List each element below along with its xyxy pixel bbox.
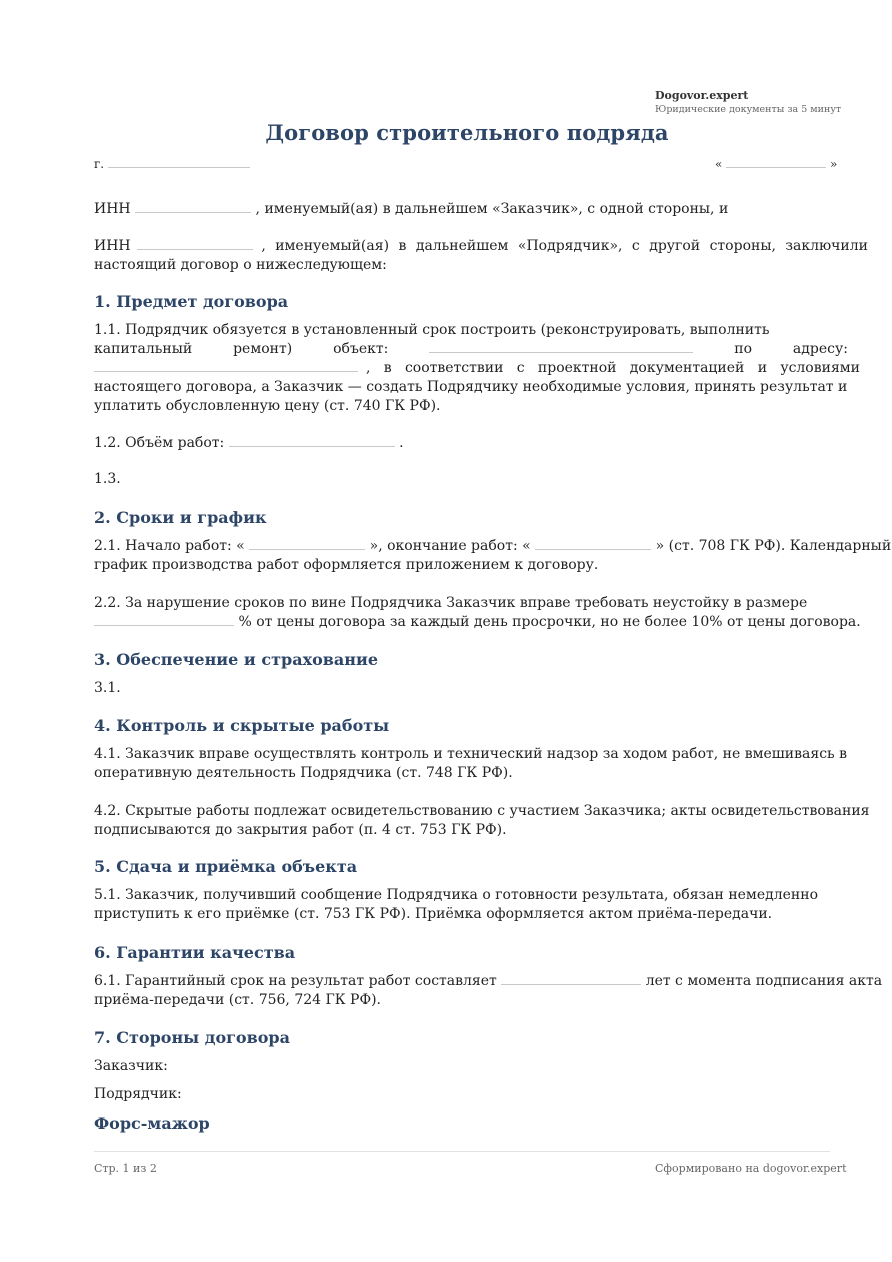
- brand-block: [655, 89, 841, 117]
- clause-3-1: 3.1.: [94, 680, 121, 696]
- document-title: Договор строительного подряда: [265, 120, 669, 145]
- footer-generated-note: Сформировано на dogovor.expert: [655, 1162, 847, 1175]
- customer-party-line: [94, 200, 728, 219]
- clause-5-1-line-2: приступить к его приёмке (ст. 753 ГК РФ). Приёмка оформляется актом приёма-передачи.: [94, 906, 773, 922]
- section-7-heading: 7. Стороны договора: [94, 1028, 290, 1047]
- date-line: [715, 155, 837, 174]
- warranty-years-blank[interactable]: [501, 972, 641, 985]
- section-1-heading: 1. Предмет договора: [94, 292, 289, 311]
- clause-6-1-line-2: приёма-передачи (ст. 756, 724 ГК РФ).: [94, 992, 381, 1008]
- clause-4-2-line-1: 4.2. Скрытые работы подлежат освидетельствованию с участием Заказчика; акты освидетельствования: [94, 803, 870, 819]
- clause-2-1-part-b: », окончание работ: «: [369, 538, 531, 554]
- section-4-heading: 4. Контроль и скрытые работы: [94, 716, 390, 735]
- work-volume-blank[interactable]: [229, 434, 395, 447]
- contractor-inn-blank[interactable]: [137, 237, 253, 250]
- clause-4-1-line-1: 4.1. Заказчик вправе осуществлять контроль и технический надзор за ходом работ, не вмешиваясь в: [94, 746, 847, 762]
- clause-1-1-line-2: [94, 340, 848, 359]
- clause-1-1-line-4: настоящего договора, а Заказчик — создать Подрядчику необходимые условия, принять результат и: [94, 379, 848, 395]
- clause-2-1-part-c: » (ст. 708 ГК РФ). Календарный: [655, 538, 892, 554]
- brand-tagline: Юридические документы за 5 минут: [655, 104, 842, 115]
- object-blank[interactable]: [429, 340, 693, 353]
- date-open-quote: «: [715, 157, 723, 171]
- city-prefix: г.: [94, 157, 105, 171]
- clause-1-2-label: 1.2. Объём работ:: [94, 435, 225, 451]
- clause-1-1-word-e: адресу:: [792, 341, 848, 357]
- clause-6-1-part-b: лет с момента подписания акта: [645, 973, 883, 989]
- contractor-party-line: [94, 237, 868, 256]
- customer-inn-label: ИНН: [94, 201, 131, 217]
- clause-2-2-line-1: 2.2. За нарушение сроков по вине Подрядчика Заказчик вправе требовать неустойку в размере: [94, 595, 808, 611]
- start-date-blank[interactable]: [249, 537, 365, 550]
- clause-2-2-line-2: [94, 613, 861, 632]
- section-6-heading: 6. Гарантии качества: [94, 943, 296, 962]
- clause-1-1-line-3-text: , в соответствии с проектной документацией и условиями: [366, 360, 860, 376]
- clause-6-1-line-1: [94, 972, 882, 991]
- end-date-blank[interactable]: [535, 537, 651, 550]
- city-line: [94, 155, 250, 174]
- brand-name: Dogovor.expert: [655, 89, 749, 102]
- clause-1-2-end: .: [399, 435, 404, 451]
- footer-divider: [94, 1151, 830, 1152]
- clause-1-1-word-c: объект:: [333, 341, 389, 357]
- force-majeure-heading: Форс-мажор: [94, 1114, 210, 1133]
- clause-1-1-line-3: [94, 359, 860, 378]
- clause-1-1-word-d: по: [734, 341, 752, 357]
- clause-1-1-line-1: 1.1. Подрядчик обязуется в установленный срок построить (реконструировать, выполнить: [94, 322, 770, 338]
- clause-4-1-line-2: оперативную деятельность Подрядчика (ст. 748 ГК РФ).: [94, 765, 513, 781]
- clause-2-2-line-2-text: % от цены договора за каждый день просрочки, но не более 10% от цены договора.: [238, 614, 861, 630]
- section-3-heading: 3. Обеспечение и страхование: [94, 650, 379, 669]
- party-contractor-label: Подрядчик:: [94, 1086, 182, 1102]
- footer-page-number: Стр. 1 из 2: [94, 1162, 157, 1175]
- clause-2-1-line-1: [94, 537, 891, 556]
- customer-inn-blank[interactable]: [135, 200, 251, 213]
- contractor-inn-label: ИНН: [94, 238, 131, 254]
- clause-4-2-line-2: подписываются до закрытия работ (п. 4 ст. 753 ГК РФ).: [94, 822, 507, 838]
- clause-1-2: [94, 434, 404, 453]
- customer-party-text: , именуемый(ая) в дальнейшем «Заказчик», с одной стороны, и: [255, 201, 729, 217]
- contractor-party-text: , именуемый(ая) в дальнейшем «Подрядчик», с другой стороны, заключили: [261, 238, 868, 254]
- date-close-quote: »: [830, 157, 838, 171]
- section-2-heading: 2. Сроки и график: [94, 508, 267, 527]
- clause-2-1-line-2: график производства работ оформляется приложением к договору.: [94, 557, 599, 573]
- penalty-percent-blank[interactable]: [94, 613, 234, 626]
- address-blank[interactable]: [94, 359, 358, 372]
- clause-6-1-part-a: 6.1. Гарантийный срок на результат работ составляет: [94, 973, 497, 989]
- city-blank[interactable]: [108, 155, 250, 168]
- party-customer-label: Заказчик:: [94, 1058, 168, 1074]
- contractor-party-text-2: настоящий договор о нижеследующем:: [94, 257, 387, 273]
- clause-1-1-word-a: капитальный: [94, 341, 193, 357]
- clause-1-1-line-5: уплатить обусловленную цену (ст. 740 ГК РФ).: [94, 398, 441, 414]
- clause-1-3: 1.3.: [94, 471, 121, 487]
- clause-1-1-word-b: ремонт): [233, 341, 293, 357]
- clause-2-1-part-a: 2.1. Начало работ: «: [94, 538, 245, 554]
- section-5-heading: 5. Сдача и приёмка объекта: [94, 857, 358, 876]
- clause-5-1-line-1: 5.1. Заказчик, получивший сообщение Подрядчика о готовности результата, обязан немедленно: [94, 887, 819, 903]
- date-blank[interactable]: [726, 155, 826, 168]
